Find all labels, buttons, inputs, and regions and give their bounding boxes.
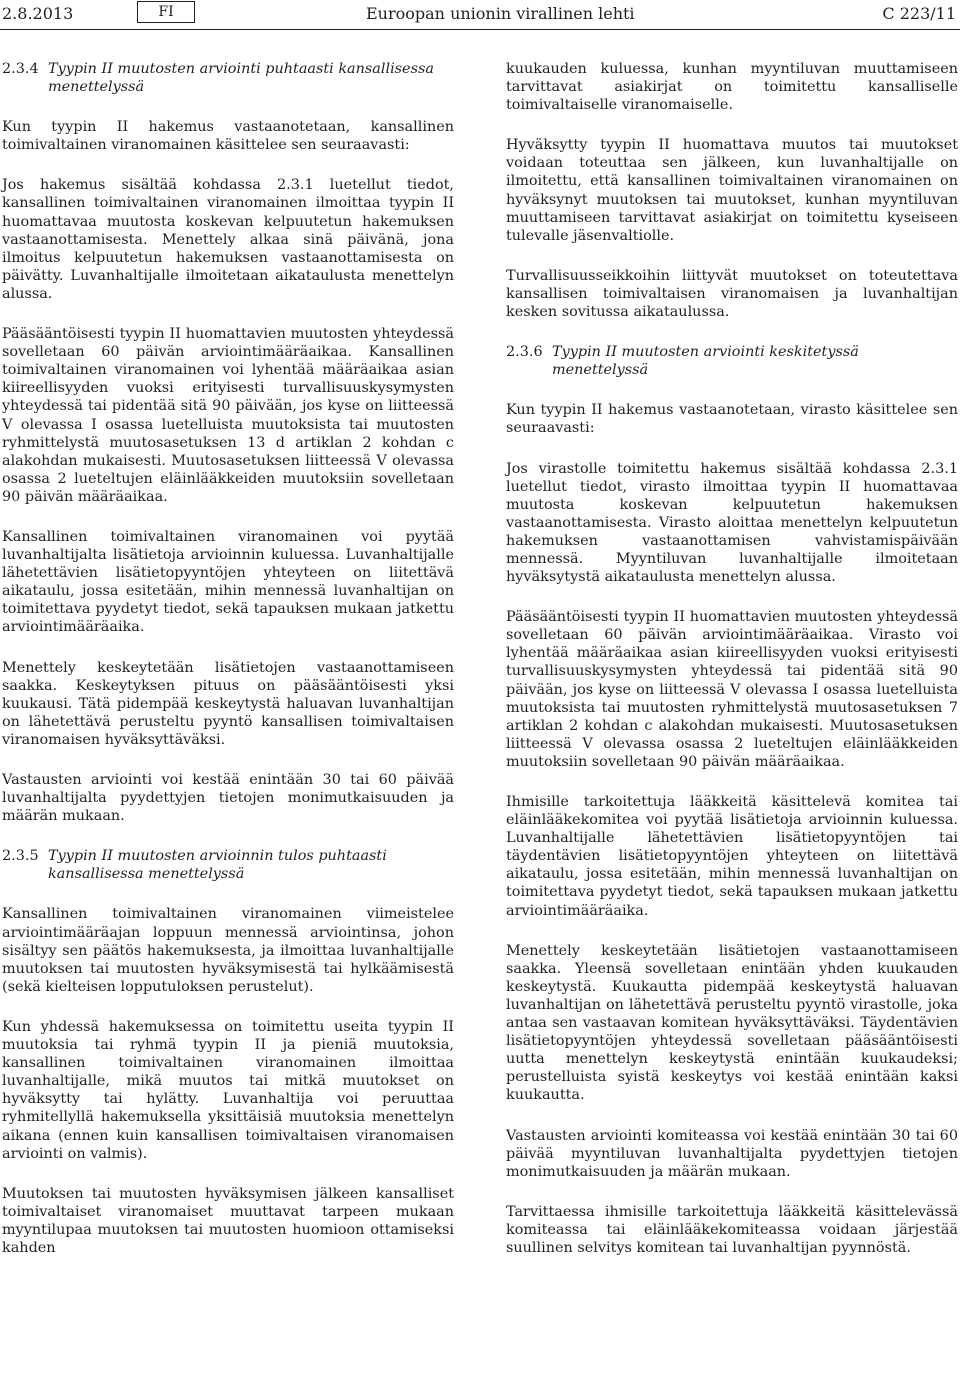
paragraph: Kun yhdessä hakemuksessa on toimitettu useita tyypin II muutoksia tai ryhmä tyypin II ja pieniä muutoksia, kansallinen toimivaltainen viranomainen ilmoittaa luvanhaltijalle, mikä muutos tai mitkä muutokset on hyväksytty tai hylätty. Luvanhaltija voi peruuttaa ryhmitellyllä hakemuksella yksittäisiä muutoksia menettelyn aikana (ennen kuin kansallisen toimivaltaisen viranomaisen arviointi on valmis).: [2, 1018, 454, 1162]
paragraph: Pääsääntöisesti tyypin II huomattavien muutosten yhteydessä sovelletaan 60 päivän arviointimääräaikaa. Kansallinen toimivaltainen viranomainen voi lyhentää määräaikaa asian kiireellisyyden vuoksi erityisesti turvallisuuskysymysten yhteydessä tai pidentää sitä 90 päivään, jos kyse on liitteessä V olevassa I osassa luetelluista muutoksista tai muutosten ryhmittelystä muutosasetuksen 13 d artiklan 2 kohdan c alakohdan mukaisesti. Muutosasetuksen liitteessä V olevassa osassa 2 lueteltujen eläinlääkkeiden muutoksiin sovelletaan 90 päivän määräaikaa.: [2, 326, 454, 505]
paragraph: Vastausten arviointi voi kestää enintään 30 tai 60 päivää luvanhaltijalta pyydettyjen tietojen monimutkaisuuden ja määrän mukaan.: [2, 772, 454, 825]
language-code-box: FI: [137, 1, 195, 23]
section-title: Tyypin II muutosten arvioinnin tulos puhtaasti kansallisessa menettelyssä: [48, 848, 387, 883]
section-number: 2.3.4: [2, 61, 39, 77]
paragraph: Jos hakemus sisältää kohdassa 2.3.1 luetellut tiedot, kansallinen toimivaltainen viranomainen ilmoittaa tyypin II huomattavaa muutosta koskevan kelpuutetun hakemuksen vastaanottamisesta. Menettely alkaa sinä päivänä, jona ilmoitus kelpuutetun hakemuksen vastaanottamisesta on päivätty. Luvanhaltijalle ilmoitetaan aikataulusta menettelyn alussa.: [2, 177, 454, 302]
paragraph: Turvallisuusseikkoihin liittyvät muutokset on toteutettava kansallisen toimivaltaisen viranomaisen ja luvanhaltijan kesken sovitussa aikataulussa.: [506, 267, 958, 321]
page-header: [0, 0, 960, 30]
header-divider: [0, 29, 960, 30]
journal-reference: C 223/11: [882, 4, 956, 23]
section-title: Tyypin II muutosten arviointi puhtaasti kansallisessa menettelyssä: [48, 61, 434, 96]
paragraph: Muutoksen tai muutosten hyväksymisen jälkeen kansalliset toimivaltaiset viranomaiset muuttavat tarpeen mukaan myyntilupaa muutoksen tai muutosten huomioon ottamiseksi kahden: [2, 1185, 454, 1256]
section-heading-2-3-4: [2, 60, 454, 96]
paragraph: Tarvittaessa ihmisille tarkoitettuja lääkkeitä käsittelevässä komiteassa tai eläinlääkekomiteassa voidaan järjestää suullinen selvitys komitean tai luvanhaltijan pyynnöstä.: [506, 1203, 958, 1256]
paragraph: Menettely keskeytetään lisätietojen vastaanottamiseen saakka. Yleensä sovelletaan enintään yhden kuukauden keskeytystä. Kuukautta pidempää keskeytystä haluavan luvanhaltijan on lähetettävä perusteltu pyyntö virastolle, joka antaa sen vastaavan komitean hyväksyttäväksi. Täydentävien lisätietopyyntöjen yhteydessä sovelletaan pääsääntöisesti uutta menettelyn keskeytystä enintään kuukaudeksi; perustelluista syistä keskeytys voi kestää enintään kaksi kuukautta.: [506, 942, 958, 1104]
left-column: [2, 60, 454, 1279]
paragraph: Menettely keskeytetään lisätietojen vastaanottamiseen saakka. Keskeytyksen pituus on pääsääntöisesti yksi kuukausi. Tätä pidempää keskeytystä haluavan luvanhaltijan on lähetettävä perusteltu pyyntö kansallisen toimivaltaisen viranomaisen hyväksyttäväksi.: [2, 659, 454, 748]
paragraph: Ihmisille tarkoitettuja lääkkeitä käsittelevä komitea tai eläinlääkekomitea voi pyytää lisätietoja arvioinnin kuluessa. Luvanhaltijalle lähetettävien lisätietopyyntöjen tai täydentävien lisätietopyyntöjen yhteyteen on liitettävä aikataulu, jossa esitetään, mihin mennessä luvanhaltijan on toimitettava pyydetyt tiedot, sekä tapauksen mukaan jatkettu arviointimääräaika.: [506, 794, 958, 919]
section-number: 2.3.6: [506, 344, 543, 361]
paragraph: Vastausten arviointi komiteassa voi kestää enintään 30 tai 60 päivää myyntiluvan luvanhaltijalta pyydettyjen tietojen monimutkaisuuden ja määrän mukaan.: [506, 1127, 958, 1180]
section-number: 2.3.5: [2, 848, 39, 865]
section-title: Tyypin II muutosten arviointi keskitetyssä menettelyssä: [552, 344, 859, 379]
paragraph: kuukauden kuluessa, kunhan myyntiluvan muuttamiseen tarvittavat asiakirjat on toimitettu kansalliselle toimivaltaiselle viranomaiselle.: [506, 61, 958, 114]
paragraph: Kansallinen toimivaltainen viranomainen viimeistelee arviointimääräajan loppuun mennessä arviointinsa, johon sisältyy sen päätös hakemuksesta, ja ilmoittaa luvanhaltijalle muutoksen tai muutosten hyväksymisestä tai hylkäämisestä (sekä kielteisen lopputuloksen perustelut).: [2, 906, 454, 995]
paragraph: Hyväksytty tyypin II huomattava muutos tai muutokset voidaan toteuttaa sen jälkeen, kun luvanhaltijalle on ilmoitettu, että kansallinen toimivaltainen viranomainen on hyväksynyt muutoksen tai muutokset, kunhan myyntiluvan muuttamiseen tarvittavat asiakirjat on toimitettu kyseiseen tulevalle jäsenvaltiolle.: [506, 137, 958, 244]
paragraph: Jos virastolle toimitettu hakemus sisältää kohdassa 2.3.1 luetellut tiedot, virasto ilmoittaa tyypin II huomattavaa muutosta koskevan kelpuutetun hakemuksen vastaanottamisesta. Virasto aloittaa menettelyn kelpuutetun hakemuksen vastaanottamisen vahvistamispäivään mennessä. Myyntiluvan luvanhaltijalle ilmoitetaan hyväksytystä aikataulusta menettelyn alussa.: [506, 460, 958, 586]
paragraph: Kansallinen toimivaltainen viranomainen voi pyytää luvanhaltijalta lisätietoja arvioinnin kuluessa. Luvanhaltijalle lähetettävien lisätietopyyntöjen yhteyteen on liitettävä aikataulu, jossa esitetään, mihin mennessä luvanhaltijan on toimitettava pyydetyt tiedot, sekä tapauksen mukaan jatkettu arviointimääräaika.: [2, 528, 454, 636]
paragraph: Kun tyypin II hakemus vastaanotetaan, kansallinen toimivaltainen viranomainen käsittelee sen seuraavasti:: [2, 119, 454, 154]
publication-date: 2.8.2013: [2, 4, 74, 23]
journal-title: Euroopan unionin virallinen lehti: [366, 4, 635, 23]
paragraph: Pääsääntöisesti tyypin II huomattavien muutosten yhteydessä sovelletaan 60 päivän arviointimääräaikaa. Virasto voi lyhentää määräaikaa asian kiireellisyyden vuoksi erityisesti turvallisuuskysymysten yhteydessä tai pidentää sitä 90 päivään, jos kyse on liitteessä V olevassa I osassa luetelluista muutoksista tai muutosten ryhmittelystä muutosasetuksen 7 artiklan 2 kohdan c alakohdan mukaisesti. Muutosasetuksen liitteessä V olevassa osassa 2 lueteltujen eläinlääkkeiden muutoksiin sovelletaan 90 päivän määräaikaa.: [506, 609, 958, 770]
section-heading-2-3-5: [2, 847, 454, 883]
paragraph: Kun tyypin II hakemus vastaanotetaan, virasto käsittelee sen seuraavasti:: [506, 402, 958, 437]
section-heading-2-3-6: [506, 343, 958, 379]
right-column: [506, 60, 958, 1279]
